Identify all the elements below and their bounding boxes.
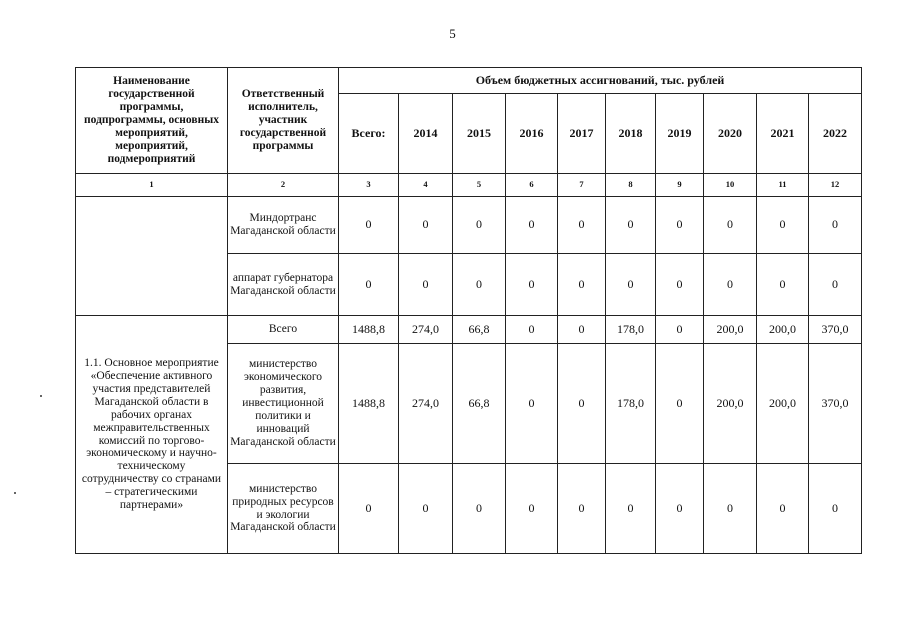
value-cell: 1488,8 bbox=[339, 316, 399, 344]
value-cell: 0 bbox=[809, 197, 862, 254]
header-responsible-executor: Ответственный исполнитель, участник государственной программы bbox=[228, 68, 339, 174]
value-cell: 0 bbox=[339, 254, 399, 316]
executor-cell: министерство природных ресурсов и экологии Магаданской области bbox=[228, 464, 339, 554]
value-cell: 0 bbox=[809, 464, 862, 554]
value-cell: 0 bbox=[656, 316, 704, 344]
value-cell: 66,8 bbox=[453, 316, 506, 344]
column-number: 7 bbox=[558, 174, 606, 197]
scan-speck bbox=[14, 492, 16, 494]
header-year: 2015 bbox=[453, 94, 506, 174]
executor-cell: Всего bbox=[228, 316, 339, 344]
column-number: 12 bbox=[809, 174, 862, 197]
value-cell: 0 bbox=[399, 197, 453, 254]
column-number: 4 bbox=[399, 174, 453, 197]
value-cell: 0 bbox=[704, 254, 757, 316]
column-number: 2 bbox=[228, 174, 339, 197]
column-number: 9 bbox=[656, 174, 704, 197]
header-budget-allocations: Объем бюджетных ассигнований, тыс. рублей bbox=[339, 68, 862, 94]
value-cell: 0 bbox=[558, 316, 606, 344]
value-cell: 200,0 bbox=[704, 316, 757, 344]
value-cell: 0 bbox=[704, 197, 757, 254]
program-name-cell bbox=[76, 197, 228, 316]
value-cell: 178,0 bbox=[606, 316, 656, 344]
value-cell: 0 bbox=[656, 254, 704, 316]
header-year: 2020 bbox=[704, 94, 757, 174]
value-cell: 0 bbox=[506, 197, 558, 254]
value-cell: 0 bbox=[558, 197, 606, 254]
value-cell: 0 bbox=[558, 464, 606, 554]
value-cell: 370,0 bbox=[809, 316, 862, 344]
column-number: 1 bbox=[76, 174, 228, 197]
value-cell: 200,0 bbox=[704, 344, 757, 464]
value-cell: 200,0 bbox=[757, 316, 809, 344]
value-cell: 0 bbox=[506, 344, 558, 464]
column-number: 5 bbox=[453, 174, 506, 197]
header-year: 2018 bbox=[606, 94, 656, 174]
header-year: 2017 bbox=[558, 94, 606, 174]
value-cell: 0 bbox=[453, 464, 506, 554]
table-row bbox=[76, 316, 862, 344]
value-cell: 0 bbox=[656, 464, 704, 554]
value-cell: 0 bbox=[757, 464, 809, 554]
value-cell: 0 bbox=[399, 254, 453, 316]
value-cell: 200,0 bbox=[757, 344, 809, 464]
value-cell: 0 bbox=[558, 254, 606, 316]
program-name-cell: 1.1. Основное мероприятие «Обеспечение активного участия представителей Магаданской области в рабочих органах межправительственных комиссий по торгово-экономическому и научно-техническому сотрудничеству со странами – стратегическими партнерами» bbox=[76, 316, 228, 554]
value-cell: 0 bbox=[558, 344, 606, 464]
column-number: 11 bbox=[757, 174, 809, 197]
header-year: 2021 bbox=[757, 94, 809, 174]
value-cell: 0 bbox=[606, 464, 656, 554]
page-number: 5 bbox=[449, 26, 456, 41]
value-cell: 274,0 bbox=[399, 344, 453, 464]
scan-speck bbox=[40, 395, 42, 397]
value-cell: 178,0 bbox=[606, 344, 656, 464]
executor-cell: министерство экономического развития, инвестиционной политики и инноваций Магаданской области bbox=[228, 344, 339, 464]
value-cell: 0 bbox=[506, 254, 558, 316]
value-cell: 0 bbox=[339, 197, 399, 254]
header-year: 2019 bbox=[656, 94, 704, 174]
value-cell: 0 bbox=[399, 464, 453, 554]
value-cell: 0 bbox=[506, 316, 558, 344]
budget-table bbox=[75, 67, 862, 554]
value-cell: 0 bbox=[506, 464, 558, 554]
value-cell: 274,0 bbox=[399, 316, 453, 344]
value-cell: 370,0 bbox=[809, 344, 862, 464]
table-row bbox=[76, 197, 862, 254]
executor-cell: аппарат губернатора Магаданской области bbox=[228, 254, 339, 316]
value-cell: 0 bbox=[809, 254, 862, 316]
value-cell: 0 bbox=[656, 197, 704, 254]
column-number: 8 bbox=[606, 174, 656, 197]
value-cell: 0 bbox=[757, 197, 809, 254]
value-cell: 0 bbox=[339, 464, 399, 554]
value-cell: 0 bbox=[453, 254, 506, 316]
header-program-name: Наименование государственной программы, подпрограммы, основных мероприятий, мероприятий, подмероприятий bbox=[76, 68, 228, 174]
column-number: 3 bbox=[339, 174, 399, 197]
value-cell: 1488,8 bbox=[339, 344, 399, 464]
value-cell: 0 bbox=[606, 197, 656, 254]
executor-cell: Миндортранс Магаданской области bbox=[228, 197, 339, 254]
value-cell: 0 bbox=[656, 344, 704, 464]
header-year: 2016 bbox=[506, 94, 558, 174]
value-cell: 0 bbox=[453, 197, 506, 254]
header-year: 2014 bbox=[399, 94, 453, 174]
column-number: 10 bbox=[704, 174, 757, 197]
value-cell: 66,8 bbox=[453, 344, 506, 464]
value-cell: 0 bbox=[757, 254, 809, 316]
column-number: 6 bbox=[506, 174, 558, 197]
column-numbers-row bbox=[76, 174, 862, 197]
value-cell: 0 bbox=[606, 254, 656, 316]
header-total: Всего: bbox=[339, 94, 399, 174]
value-cell: 0 bbox=[704, 464, 757, 554]
header-year: 2022 bbox=[809, 94, 862, 174]
